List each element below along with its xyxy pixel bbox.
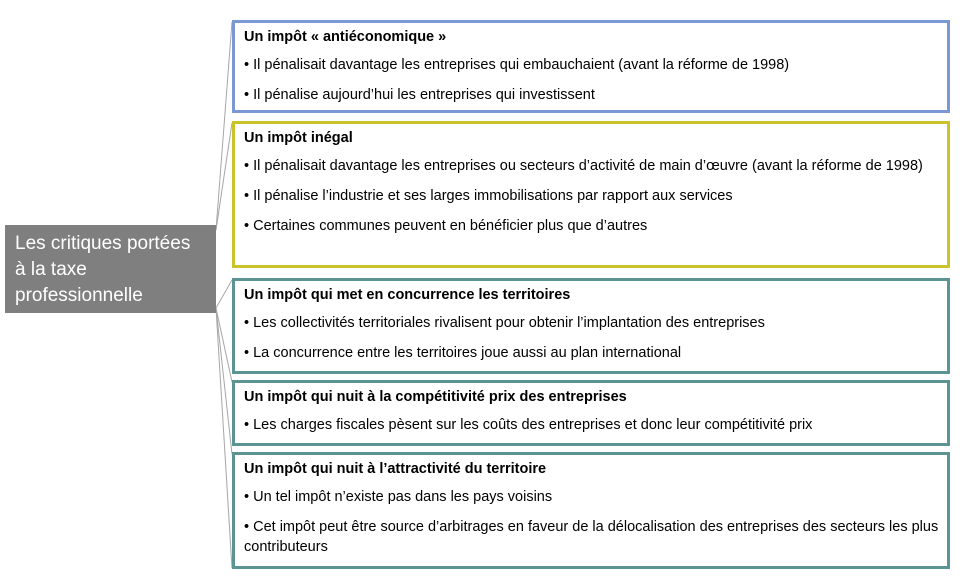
card-antieconomique	[232, 20, 950, 113]
card-attractivite-territoire	[232, 452, 950, 569]
card-bullet: • Un tel impôt n’existe pas dans les pays voisins	[244, 489, 553, 505]
card-bullet: • Les charges fiscales pèsent sur les coûts des entreprises et donc leur compétitivité prix	[244, 417, 813, 433]
card-bullet: • Il pénalise l’industrie et ses larges immobilisations par rapport aux services	[244, 188, 733, 204]
card-title: Un impôt qui nuit à la compétitivité prix des entreprises	[244, 389, 627, 405]
connector-line-2	[216, 123, 232, 230]
card-inegal	[232, 121, 950, 268]
card-title: Un impôt « antiéconomique »	[244, 29, 447, 45]
card-concurrence-territoires	[232, 278, 950, 374]
connector-line-3	[216, 280, 232, 308]
card-title: Un impôt qui met en concurrence les territoires	[244, 287, 571, 303]
card-bullet: • Cet impôt peut être source d’arbitrages en faveur de la délocalisation des entreprises des secteurs les plus contributeurs	[244, 519, 939, 555]
card-title: Un impôt qui nuit à l’attractivité du territoire	[244, 461, 547, 477]
card-bullet: • La concurrence entre les territoires joue aussi au plan international	[244, 345, 682, 361]
card-competitivite-prix	[232, 380, 950, 446]
card-title: Un impôt inégal	[244, 130, 353, 146]
card-bullet: • Il pénalisait davantage les entreprises qui embauchaient (avant la réforme de 1998)	[244, 57, 790, 73]
connector-line-1	[216, 22, 232, 230]
card-bullet: • Les collectivités territoriales rivalisent pour obtenir l’implantation des entreprises	[244, 315, 765, 331]
root-node	[5, 225, 216, 313]
card-bullet: • Il pénalise aujourd’hui les entreprises qui investissent	[244, 87, 595, 103]
card-bullet: • Il pénalisait davantage les entreprises ou secteurs d’activité de main d’œuvre (avant la réforme de 1998)	[244, 158, 923, 174]
card-bullet: • Certaines communes peuvent en bénéficier plus que d’autres	[244, 218, 648, 234]
root-label: Les critiques portées à la taxe professionnelle	[15, 233, 191, 306]
